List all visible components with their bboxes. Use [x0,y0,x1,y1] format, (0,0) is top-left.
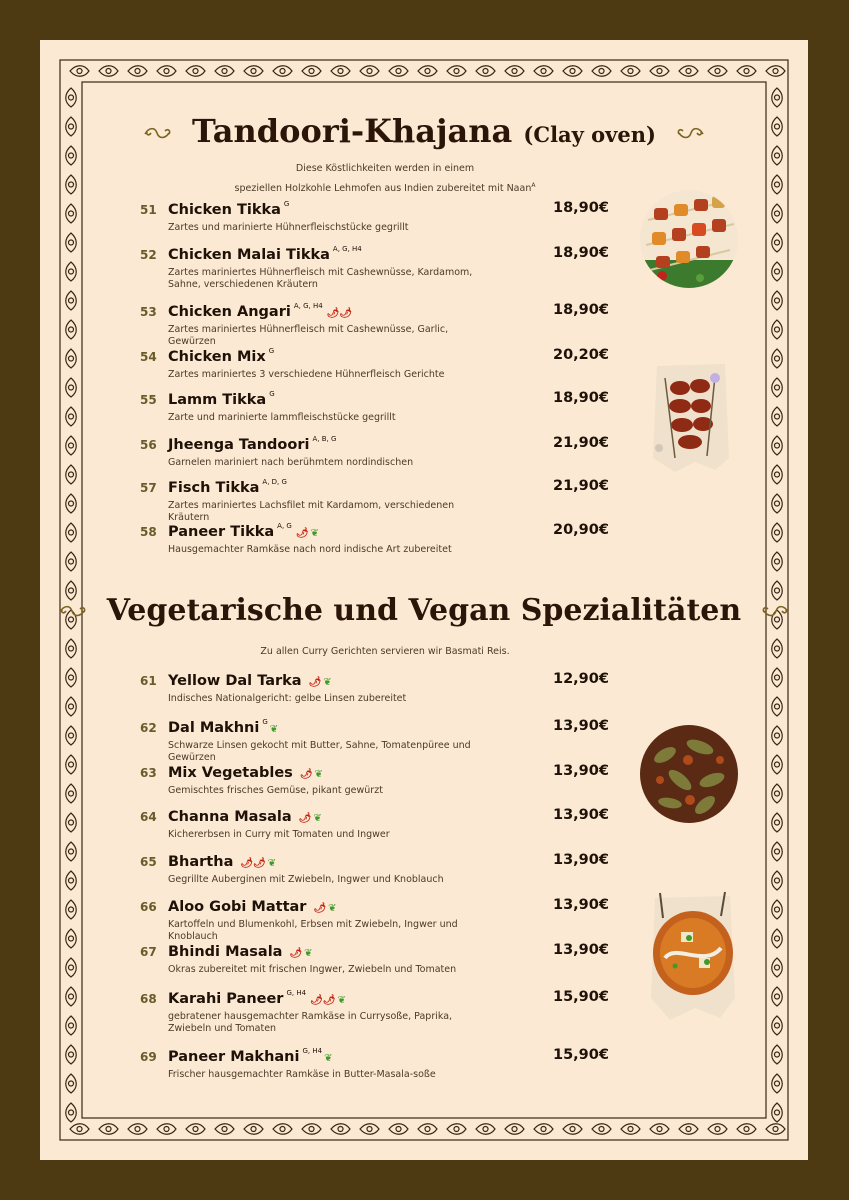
item-price: 13,90€ [553,763,609,779]
item-price: 18,90€ [553,302,609,318]
item-name: Yellow Dal Tarka 🌶 ❦ [168,673,332,689]
item-description: Hausgemachter Ramkäse nach nord indische Art zubereitet [168,544,452,555]
item-number: 67 [140,945,157,959]
allergen-codes: G [268,347,275,355]
item-description: Zartes mariniertes Hühnerfleisch mit Cashewnüsse, Kardamom, Sahne, verschiedenen Kräutern [168,267,473,290]
section-title-text: Vegetarische und Vegan Spezialitäten [106,593,742,628]
swirl-ornament-icon [143,125,173,143]
item-name: Paneer Makhani $^{G, H4}$❦ [168,1047,333,1065]
intro-line-2: speziellen Holzkohle Lehmofen aus Indien zubereitet mit Naan$^A$ [234,182,536,195]
swirl-ornament-icon [58,603,88,621]
item-price: 13,90€ [553,718,609,734]
chili-icon: 🌶🌶 [240,858,266,869]
item-name: Mix Vegetables 🌶 ❦ [168,765,323,781]
item-name: Chicken Angari $^{A, G, H4}$🌶🌶 [168,302,353,320]
section-title-tandoori [40,112,808,150]
leaf-icon: ❦ [314,769,323,780]
item-price: 18,90€ [553,200,609,216]
section-title-text: Tandoori-Khajana [192,112,513,150]
item-price: 13,90€ [553,897,609,913]
allergen-codes: G [269,390,275,398]
mixed-vegetables-photo [640,725,738,823]
item-number: 57 [140,481,157,495]
intro-line: Diese Köstlichkeiten werden in einem [295,163,475,174]
item-description: Garnelen mariniert nach berühmtem nordindischen [168,457,414,468]
item-number: 66 [140,900,157,914]
item-description: Gemischtes frisches Gemüse, pikant gewürzt [168,785,383,796]
item-name: Karahi Paneer $^{G, H4}$🌶🌶 ❦ [168,989,346,1007]
chili-icon: 🌶 [295,528,309,539]
item-number: 61 [140,674,157,688]
item-description: Zartes mariniertes Lachsfilet mit Kardamom, verschiedenen Kräutern [168,500,455,523]
allergen-codes: G [283,200,290,208]
section-title-vegetarian [40,593,808,628]
item-description: Zarte und marinierte lammfleischstücke gegrillt [168,412,396,423]
item-description: Indisches Nationalgericht: gelbe Linsen zubereitet [168,693,407,704]
chicken-skewers-photo [640,190,738,288]
allergen-codes: G, H4 [302,1047,323,1055]
item-number: 51 [140,203,157,217]
item-number: 58 [140,525,157,539]
allergen-codes: G, H4 [286,989,307,997]
section-title-sub: (Clay oven) [523,122,656,147]
item-price: 15,90€ [553,1047,609,1063]
leaf-icon: ❦ [269,724,279,735]
item-number: 52 [140,248,157,262]
item-description: Zartes und marinierte Hühnerfleischstücke gegrillt [168,222,409,233]
allergen-codes: A, G [277,522,292,530]
item-number: 68 [140,992,157,1006]
item-description: Schwarze Linsen gekocht mit Butter, Sahne, Tomatenpüree und Gewürzen [168,740,471,763]
item-price: 15,90€ [553,989,609,1005]
item-number: 55 [140,393,157,407]
chili-icon: 🌶 [299,769,313,780]
section-intro [40,643,730,660]
item-number: 62 [140,721,157,735]
item-price: 13,90€ [553,852,609,868]
leaf-icon: ❦ [328,903,337,914]
leaf-icon: ❦ [323,677,332,688]
item-name: Chicken Tikka $^G$ [168,200,290,218]
item-price: 20,20€ [553,347,609,363]
item-name: Chicken Malai Tikka $^{A, G, H4}$ [168,245,362,263]
item-price: 18,90€ [553,390,609,406]
allergen-codes: A, B, G [312,435,337,443]
item-description: Frischer hausgemachter Ramkäse in Butter-Masala-soße [168,1069,436,1080]
item-name: Aloo Gobi Mattar 🌶 ❦ [168,899,337,915]
leaf-icon: ❦ [267,858,277,869]
item-price: 21,90€ [553,478,609,494]
item-price: 12,90€ [553,671,609,687]
item-description: Zartes mariniertes Hühnerfleisch mit Cashewnüsse, Garlic, Gewürzen [168,324,449,347]
swirl-ornament-icon [760,603,790,621]
item-name: Dal Makhni $^G$❦ [168,718,279,736]
leaf-icon: ❦ [324,1053,333,1064]
intro-line: Zu allen Curry Gerichten servieren wir Basmati Reis. [260,646,510,657]
item-number: 63 [140,766,157,780]
chili-icon: 🌶 [289,948,303,959]
item-price: 13,90€ [553,807,609,823]
swirl-ornament-icon [675,125,705,143]
item-price: 20,90€ [553,522,609,538]
item-price: 21,90€ [553,435,609,451]
allergen-codes: G [262,718,268,726]
item-name: Channa Masala 🌶 ❦ [168,809,322,825]
item-name: Chicken Mix $^G$ [168,347,275,365]
item-price: 13,90€ [553,942,609,958]
item-number: 65 [140,855,157,869]
lamb-skewers-photo [645,358,735,473]
item-name: Lamm Tikka $^G$ [168,390,275,408]
section-intro [40,160,730,197]
item-price: 18,90€ [553,245,609,261]
allergen-codes: A, G, H4 [293,302,323,310]
chili-icon: 🌶 [308,677,322,688]
item-number: 69 [140,1050,157,1064]
item-description: gebratener hausgemachter Ramkäse in Currysoße, Paprika, Zwiebeln und Tomaten [168,1011,453,1034]
item-description: Okras zubereitet mit frischen Ingwer, Zwiebeln und Tomaten [168,964,457,975]
item-name: Fisch Tikka $^{A, D, G}$ [168,478,287,496]
curry-bowl-photo [645,888,740,1023]
item-description: Kichererbsen in Curry mit Tomaten und Ingwer [168,829,390,840]
item-number: 56 [140,438,157,452]
menu-page [40,40,808,1160]
item-description: Gegrillte Auberginen mit Zwiebeln, Ingwer und Knoblauch [168,874,444,885]
item-number: 54 [140,350,157,364]
chili-icon: 🌶 [313,903,327,914]
item-name: Bhartha 🌶🌶 ❦ [168,854,277,870]
item-number: 53 [140,305,157,319]
leaf-icon: ❦ [310,528,319,539]
item-description: Zartes mariniertes 3 verschiedene Hühnerfleisch Gerichte [168,369,445,380]
item-name: Bhindi Masala 🌶 ❦ [168,944,313,960]
item-description: Kartoffeln und Blumenkohl, Erbsen mit Zwiebeln, Ingwer und Knoblauch [168,919,458,942]
leaf-icon: ❦ [337,995,346,1006]
chili-icon: 🌶🌶 [326,308,353,319]
leaf-icon: ❦ [313,813,322,824]
allergen-codes: A, G, H4 [332,245,362,253]
allergen-codes: A, D, G [262,478,287,486]
item-number: 64 [140,810,157,824]
item-name: Paneer Tikka $^{A, G}$🌶 ❦ [168,522,319,540]
chili-icon: 🌶🌶 [310,995,336,1006]
chili-icon: 🌶 [298,813,312,824]
item-name: Jheenga Tandoori $^{A, B, G}$ [168,435,337,453]
leaf-icon: ❦ [304,948,313,959]
